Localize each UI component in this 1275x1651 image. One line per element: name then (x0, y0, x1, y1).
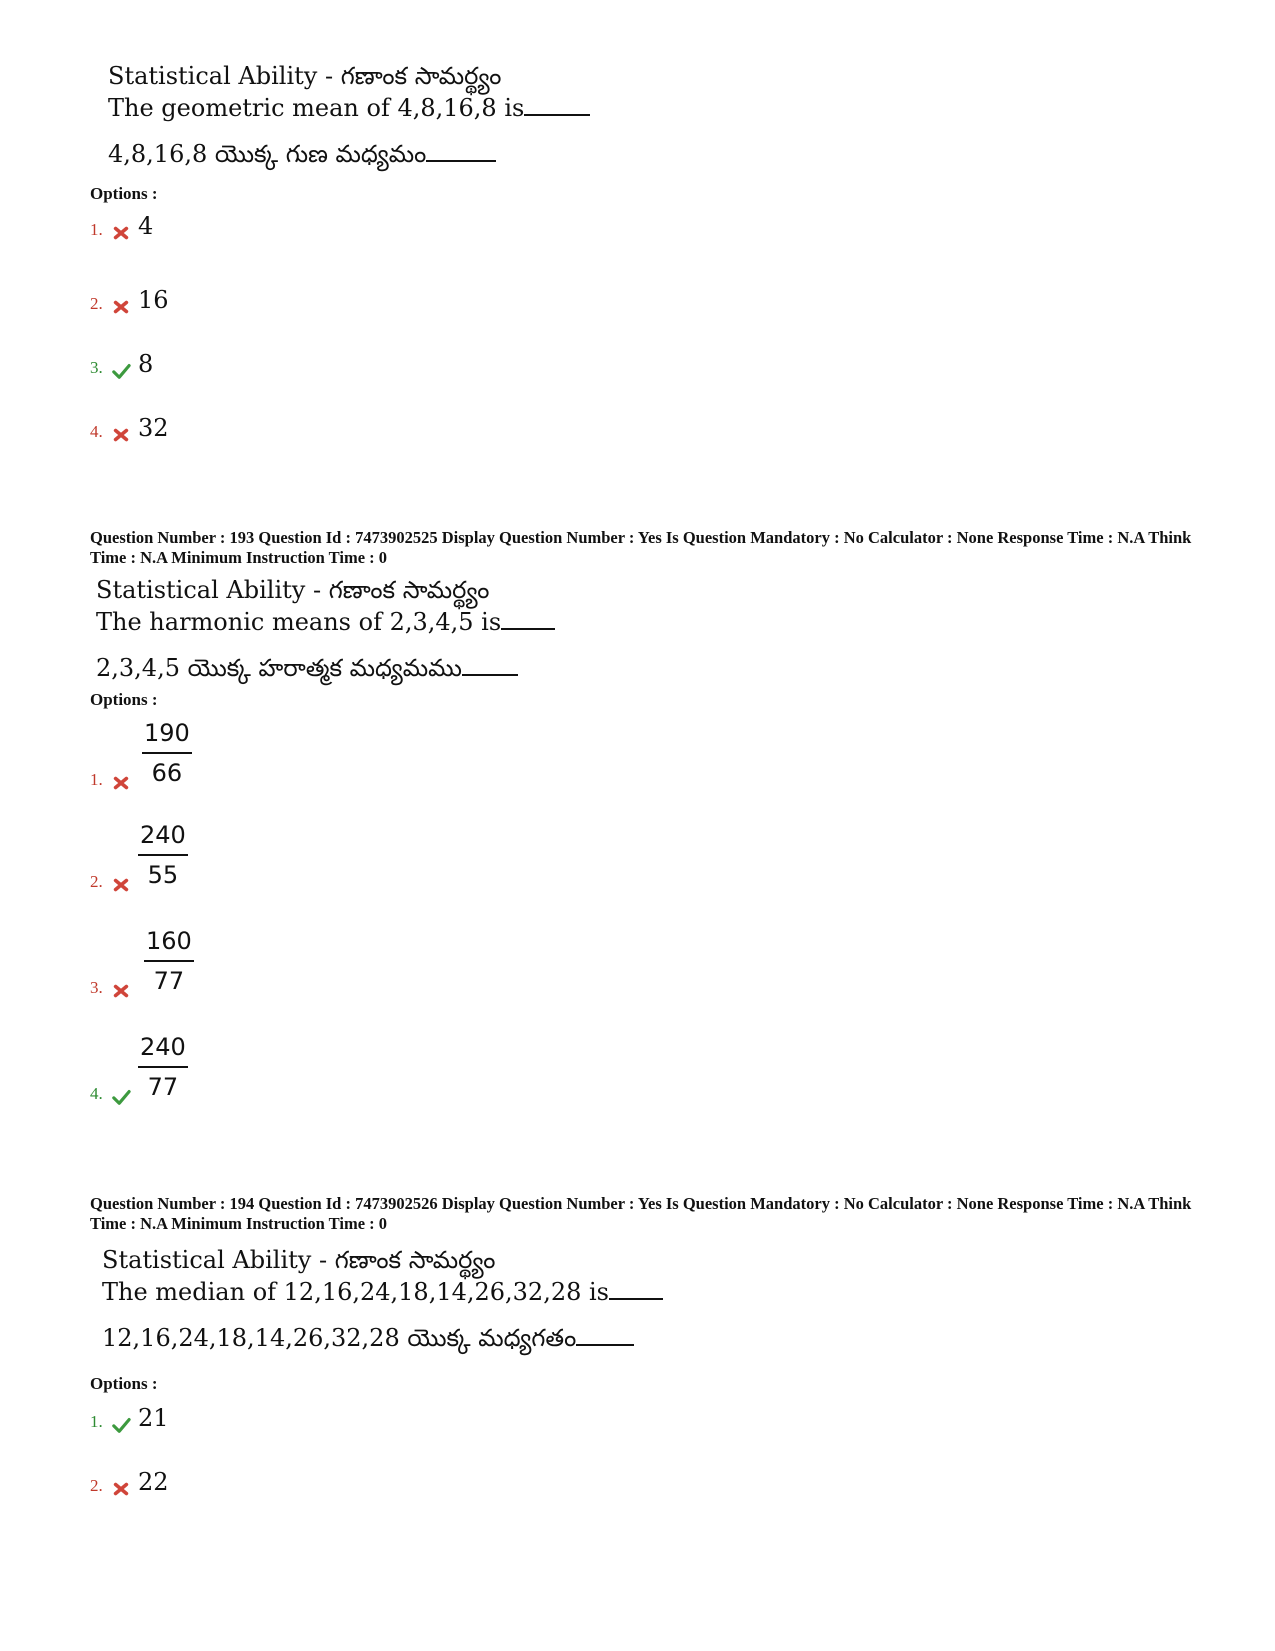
denominator: 66 (151, 759, 183, 787)
option-number: 3. (90, 358, 103, 377)
question-194 (90, 1194, 1200, 1496)
option-1 (90, 212, 153, 240)
option-number: 1. (90, 220, 103, 239)
denominator: 77 (153, 967, 185, 995)
fraction (142, 716, 192, 790)
option-3 (90, 350, 153, 378)
answer-blank (576, 1324, 634, 1346)
option-value: 4 (138, 212, 154, 240)
question-193 (90, 528, 1200, 1103)
option-1 (90, 716, 192, 790)
checkmark-icon (110, 1416, 132, 1434)
option-value: 32 (138, 414, 169, 442)
option-4 (90, 1030, 188, 1104)
checkmark-icon (110, 362, 132, 380)
option-1 (90, 1404, 169, 1432)
option-number: 2. (90, 1476, 103, 1495)
question-meta: Question Number : 194 Question Id : 7473902526 Display Question Number : Yes Is Question Mandatory : No Calculator : None Response Time : N.A Think Time : N.A Minimum Instruction Time : 0 (90, 1194, 1192, 1233)
question-text-en: The harmonic means of 2,3,4,5 is (96, 606, 1200, 638)
denominator: 55 (147, 861, 179, 889)
fraction (138, 1030, 188, 1104)
answer-blank (524, 94, 590, 116)
numerator: 240 (138, 1030, 188, 1068)
option-number: 3. (90, 978, 103, 997)
numerator: 160 (144, 924, 194, 962)
question-meta: Question Number : 193 Question Id : 7473902525 Display Question Number : Yes Is Question Mandatory : No Calculator : None Response Time : N.A Think Time : N.A Minimum Instruction Time : 0 (90, 528, 1192, 567)
option-value: 8 (138, 350, 154, 378)
option-number: 2. (90, 872, 103, 891)
option-4 (90, 414, 169, 442)
question-subject: Statistical Ability - గణాంక సామర్థ్యం (102, 1246, 496, 1274)
answer-blank (609, 1278, 663, 1300)
option-number: 1. (90, 770, 103, 789)
option-value: 22 (138, 1468, 169, 1496)
cross-icon (110, 774, 132, 792)
question-subject: Statistical Ability - గణాంక సామర్థ్యం (96, 576, 490, 604)
cross-icon (110, 1480, 132, 1498)
option-value: 16 (138, 286, 169, 314)
question-text-te: 4,8,16,8 యొక్క గుణ మధ్యమం (108, 138, 1200, 170)
numerator: 240 (138, 818, 188, 856)
answer-blank (426, 140, 496, 162)
denominator: 77 (147, 1073, 179, 1101)
checkmark-icon (110, 1088, 132, 1106)
option-2 (90, 1468, 169, 1496)
option-number: 4. (90, 422, 103, 441)
option-number: 1. (90, 1412, 103, 1431)
numerator: 190 (142, 716, 192, 754)
options-label: Options : (90, 184, 158, 203)
option-2 (90, 818, 188, 892)
cross-icon (110, 224, 132, 242)
cross-icon (110, 426, 132, 444)
option-number: 4. (90, 1084, 103, 1103)
answer-blank (501, 608, 555, 630)
fraction (144, 924, 194, 998)
fraction (138, 818, 188, 892)
question-text-te: 12,16,24,18,14,26,32,28 యొక్క మధ్యగతం (102, 1322, 1200, 1354)
cross-icon (110, 876, 132, 894)
question-192 (90, 60, 1200, 442)
question-text-en: The median of 12,16,24,18,14,26,32,28 is (102, 1276, 1200, 1308)
question-text-en: The geometric mean of 4,8,16,8 is (108, 92, 1200, 124)
cross-icon (110, 982, 132, 1000)
options-label: Options : (90, 690, 158, 709)
question-text-te: 2,3,4,5 యొక్క హరాత్మక మధ్యమము (96, 652, 1200, 684)
options-label: Options : (90, 1374, 158, 1393)
cross-icon (110, 298, 132, 316)
option-3 (90, 924, 194, 998)
question-subject: Statistical Ability - గణాంక సామర్థ్యం (108, 62, 502, 90)
option-value: 21 (138, 1404, 169, 1432)
option-number: 2. (90, 294, 103, 313)
option-2 (90, 286, 169, 314)
answer-blank (462, 654, 518, 676)
